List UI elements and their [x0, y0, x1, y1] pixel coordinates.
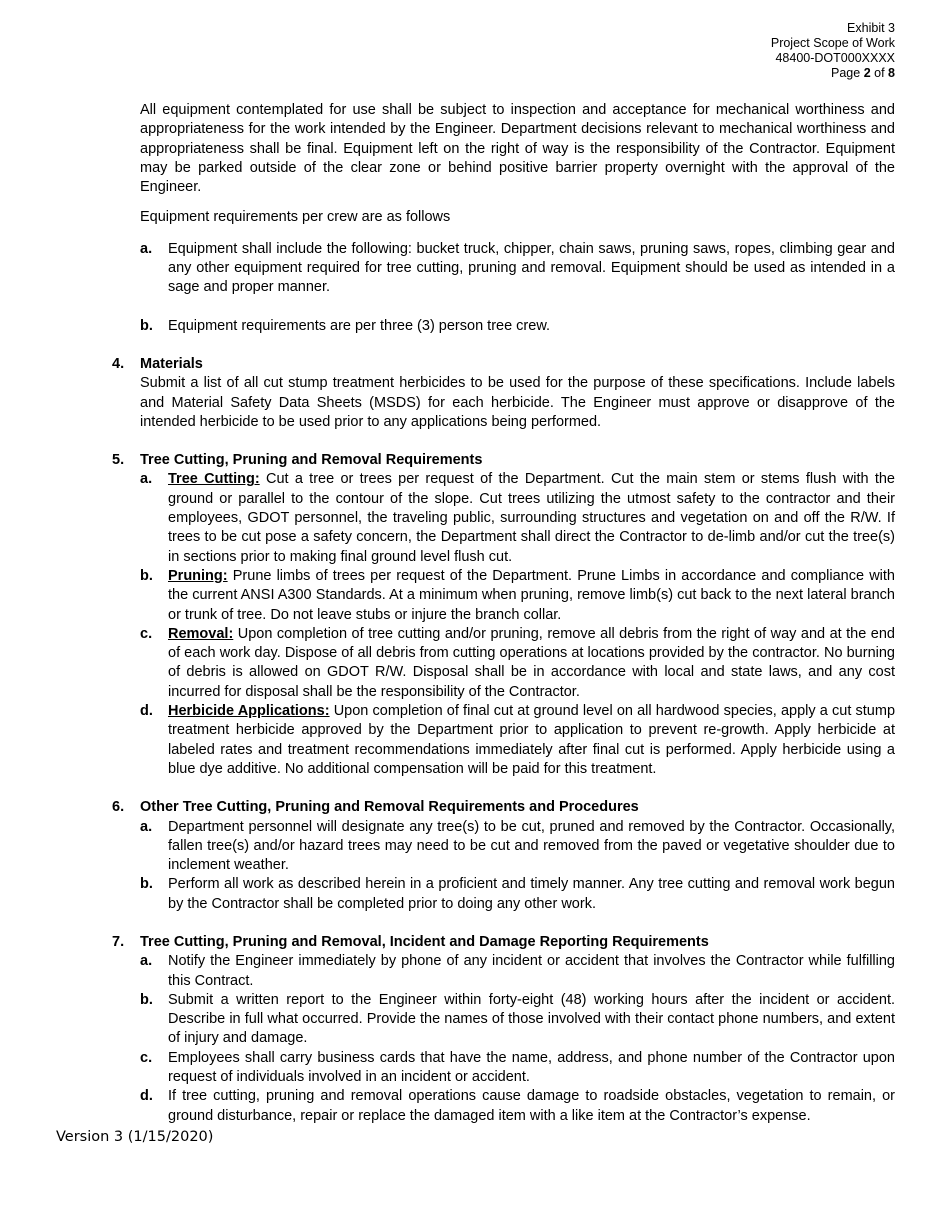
list-item — [112, 1049, 895, 1088]
section-number: 7. — [112, 933, 125, 950]
item-text: Prune limbs of trees per request of the Department. Prune Limbs in accordance and compliance with the current ANSI A300 Standards. At a minimum when pruning, remove limb(s) cut back to the next lateral branch or trunk of tree. Do not leave stubs or injure the branch collar. — [168, 567, 895, 623]
item-label: b. — [140, 991, 153, 1008]
section-title: Tree Cutting, Pruning and Removal, Incident and Damage Reporting Requirements — [140, 933, 709, 950]
list-item — [112, 1087, 895, 1126]
item-label: a. — [140, 953, 153, 970]
item-label: b. — [140, 317, 153, 334]
list-item — [112, 567, 895, 625]
section-tree-cutting-requirements — [112, 451, 895, 470]
list-item — [112, 470, 895, 566]
section-title: Materials — [140, 355, 203, 372]
list-item — [112, 991, 895, 1049]
equipment-requirements-intro: Equipment requirements per crew are as follows — [140, 209, 451, 226]
item-term: Herbicide Applications: — [168, 703, 330, 720]
project-label: Project Scope of Work — [770, 36, 895, 50]
equipment-item — [112, 240, 895, 298]
item-label: b. — [140, 876, 153, 893]
item-text: Notify the Engineer immediately by phone of any incident or accident that involves the Contractor while fulfilling this Contract. — [168, 953, 895, 989]
item-label: c. — [140, 1049, 153, 1066]
item-term: Removal: — [168, 625, 234, 642]
item-label: a. — [140, 818, 153, 835]
item-text: Equipment requirements are per three (3) person tree crew. — [168, 317, 551, 334]
page-current: 2 — [863, 66, 871, 80]
section-materials — [112, 355, 895, 432]
item-label: a. — [140, 471, 153, 488]
version-footer: Version 3 (1/15/2020) — [56, 1129, 214, 1145]
exhibit-label: Exhibit 3 — [847, 21, 895, 35]
section-title: Tree Cutting, Pruning and Removal Requirements — [140, 452, 483, 469]
item-text: Submit a written report to the Engineer within forty-eight (48) working hours after the incident or accident. Describe in full what occurred. Provide the names of those involved with their contact phone numbers, and extent of injury and damage. — [168, 991, 895, 1047]
item-text: Upon completion of tree cutting and/or pruning, remove all debris from the right of way and at the end of each work day. Dispose of all debris from cutting operations at locations provided by the contractor. No burning of debris is allowed on GDOT R/W. Disposal shall be in accordance with local and state laws, and any cost incurred for disposal shall be the responsibility of the Contractor. — [168, 625, 895, 700]
section-body: Submit a list of all cut stump treatment herbicides to be used for the purpose of these specifications. Include labels and Material Safety Data Sheets (MSDS) for each herbicide. The Engineer must approve or disapprove of the intended herbicide to be used prior to any applications being performed. — [140, 375, 895, 430]
section-number: 5. — [112, 452, 125, 469]
intro-paragraph: All equipment contemplated for use shall be subject to inspection and acceptance for mechanical worthiness and appropriateness for the work intended by the Engineer. Department decisions relevant to mechanical worthiness and appropriateness shall be final. Equipment left on the right of way is the responsibility of the Contractor. Equipment may be parked outside of the clear zone or behind positive barrier property overnight with the approval of the Engineer. — [140, 102, 895, 196]
item-text: Employees shall carry business cards that have the name, address, and phone number of the Contractor upon request of individuals involved in an incident or accident. — [168, 1049, 895, 1086]
contract-number: 48400-DOT000XXXX — [775, 51, 895, 65]
list-item — [112, 818, 895, 876]
item-label: a. — [140, 240, 153, 257]
page-total: 8 — [888, 66, 895, 80]
section-title: Other Tree Cutting, Pruning and Removal Requirements and Procedures — [140, 799, 639, 816]
section-other-requirements — [112, 798, 895, 817]
item-term: Tree Cutting: — [168, 471, 260, 488]
list-item — [112, 702, 895, 779]
list-item — [112, 875, 895, 914]
page-header — [771, 21, 895, 81]
section-number: 4. — [112, 355, 125, 372]
item-label: d. — [140, 1088, 153, 1105]
item-text: Cut a tree or trees per request of the Department. Cut the main stem or stems flush with the ground or parallel to the contour of the slope. Cut trees utilizing the utmost safety to the contractor and their employees, GDOT personnel, the traveling public, surrounding structures and vegetation on and off the R/W. If trees to be cut pose a safety concern, the Department shall direct the Contractor to de-limb and/or cut the tree(s) in sections prior to making final ground level flush cut. — [168, 471, 895, 565]
section-number: 6. — [112, 799, 125, 816]
item-label: d. — [140, 703, 153, 720]
list-item — [112, 952, 895, 991]
item-term: Pruning: — [168, 567, 228, 584]
item-text: Perform all work as described herein in a proficient and timely manner. Any tree cutting and removal work begun by the Contractor shall be completed prior to doing any other work. — [168, 876, 895, 912]
item-text: Upon completion of final cut at ground level on all hardwood species, apply a cut stump treatment herbicide approved by the Department prior to application to prevent re-growth. Apply herbicide at labeled rates and treatment recommendations immediately after final cut is performed. Apply herbicide using a blue dye additive. No additional compensation will be paid for this treatment. — [168, 703, 896, 777]
item-label: c. — [140, 625, 153, 642]
list-item — [112, 625, 895, 702]
item-text: Equipment shall include the following: bucket truck, chipper, chain saws, pruning saws, ropes, climbing gear and any other equipment required for tree cutting, pruning and removal. Equipment should be used as intended in a sage and proper manner. — [168, 240, 895, 296]
item-text: Department personnel will designate any tree(s) to be cut, pruned and removed by the Contractor. Occasionally, fallen tree(s) and/or hazard trees may need to be cut and removed from the paved or vegetative shoulder due to inclement weather. — [168, 818, 895, 874]
section-incident-reporting — [112, 933, 895, 952]
item-text: If tree cutting, pruning and removal operations cause damage to roadside obstacles, vegetation to remain, or ground disturbance, repair or replace the damaged item with a like item at the Contractor’s expense. — [168, 1088, 895, 1124]
equipment-item — [112, 317, 895, 336]
item-label: b. — [140, 567, 153, 584]
document-body — [112, 101, 895, 1126]
page-indicator: Page 2 of 8 — [831, 66, 895, 80]
